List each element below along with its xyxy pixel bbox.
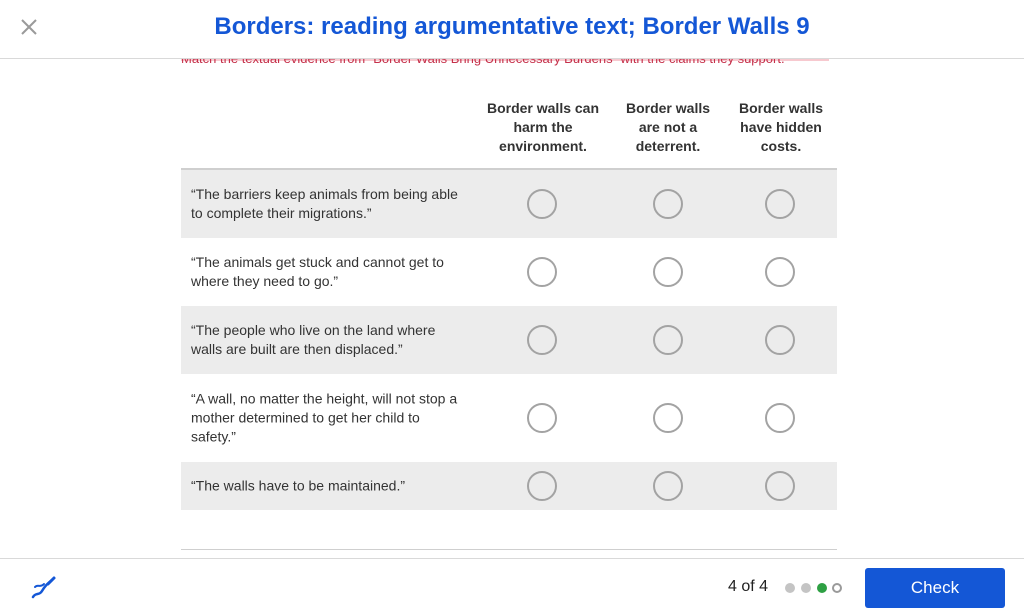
column-header-deterrent: Border walls are not a deterrent. bbox=[625, 100, 711, 154]
top-bar bbox=[0, 0, 1024, 59]
radio-button[interactable] bbox=[527, 325, 557, 355]
evidence-label: “The people who live on the land where walls are built are then displaced.” bbox=[191, 322, 436, 357]
column-header-hidden-costs: Border walls have hidden costs. bbox=[738, 100, 824, 154]
table-row bbox=[181, 306, 837, 374]
progress-dot bbox=[801, 583, 811, 593]
radio-button[interactable] bbox=[653, 471, 683, 501]
progress-dot-current bbox=[832, 583, 842, 593]
radio-button[interactable] bbox=[765, 471, 795, 501]
radio-button[interactable] bbox=[527, 257, 557, 287]
evidence-label: “The barriers keep animals from being able to complete their migrations.” bbox=[191, 186, 458, 221]
table-row bbox=[181, 238, 837, 306]
progress-dot bbox=[817, 583, 827, 593]
radio-button[interactable] bbox=[527, 189, 557, 219]
page-title: Borders: reading argumentative text; Border Walls 9 bbox=[214, 13, 810, 40]
radio-button[interactable] bbox=[653, 403, 683, 433]
scratchpad-icon bbox=[30, 575, 56, 601]
radio-button[interactable] bbox=[765, 403, 795, 433]
radio-button[interactable] bbox=[527, 471, 557, 501]
divider bbox=[181, 549, 837, 550]
evidence-label: “The animals get stuck and cannot get to where they need to go.” bbox=[191, 254, 444, 289]
radio-button[interactable] bbox=[765, 325, 795, 355]
bottom-bar bbox=[0, 558, 1024, 614]
question-area[interactable] bbox=[0, 59, 1024, 558]
radio-button[interactable] bbox=[765, 189, 795, 219]
table-row bbox=[181, 170, 837, 238]
matching-grid bbox=[181, 99, 837, 510]
evidence-label: “A wall, no matter the height, will not stop a mother determined to get her child to safety.” bbox=[191, 390, 458, 445]
progress-indicator: 4 of 4 bbox=[728, 578, 769, 595]
evidence-label: “The walls have to be maintained.” bbox=[191, 477, 405, 494]
column-headers bbox=[181, 99, 837, 170]
scratchpad-button[interactable] bbox=[30, 575, 56, 601]
radio-button[interactable] bbox=[653, 325, 683, 355]
table-row bbox=[181, 374, 837, 462]
radio-button[interactable] bbox=[527, 403, 557, 433]
table-row bbox=[181, 462, 837, 510]
progress-dot bbox=[785, 583, 795, 593]
column-header-environment: Border walls can harm the environment. bbox=[486, 100, 600, 154]
check-button[interactable]: Check bbox=[865, 568, 1005, 608]
radio-button[interactable] bbox=[653, 257, 683, 287]
radio-button[interactable] bbox=[653, 189, 683, 219]
radio-button[interactable] bbox=[765, 257, 795, 287]
